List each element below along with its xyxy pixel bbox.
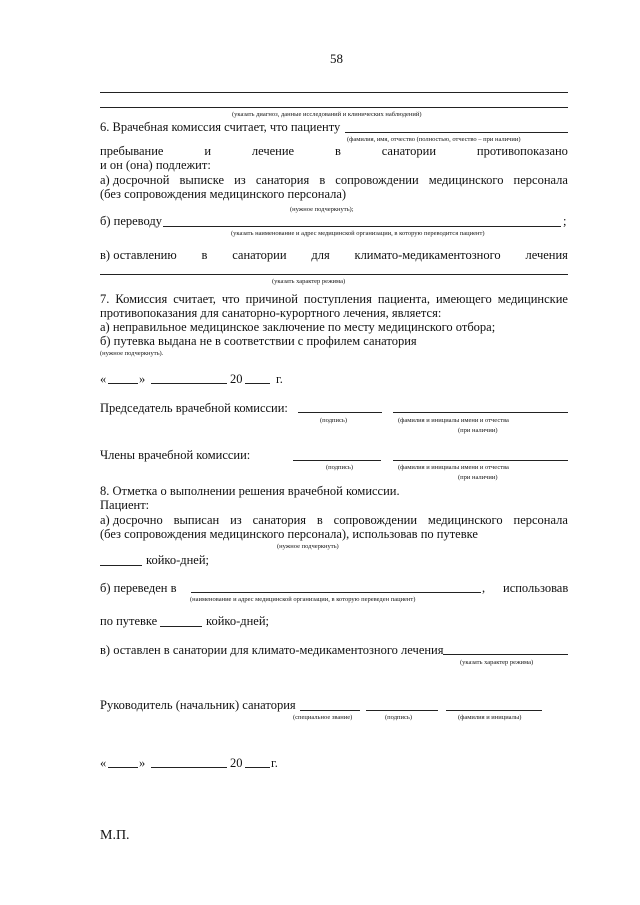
- date-open-quote: «: [100, 372, 107, 386]
- date2-year-prefix: 20: [230, 756, 243, 770]
- caption-regime: (указать характер режима): [272, 278, 346, 285]
- head-title-field[interactable]: [300, 710, 360, 711]
- word: сопровождении: [333, 513, 418, 527]
- word: причиной: [245, 292, 298, 306]
- s8-caption-regime: (указать характер режима): [460, 659, 534, 666]
- word: санатория: [252, 513, 307, 527]
- date2-suffix: г.: [271, 756, 278, 770]
- word: в: [201, 248, 208, 262]
- s8-beddays-2: койко-дней;: [206, 614, 269, 628]
- diagnosis-line-2[interactable]: [100, 107, 568, 108]
- s8-option-b-voucher: по путевке: [100, 614, 158, 628]
- word: а) досрочной: [100, 173, 170, 187]
- date-year-prefix: 20: [230, 372, 243, 386]
- caption-diagnosis: (указать диагноз, данные исследований и клинических наблюдений): [232, 111, 422, 118]
- word: а) досрочно: [100, 513, 163, 527]
- regime-field[interactable]: [100, 274, 568, 275]
- s8-option-b-right: использовав: [503, 581, 569, 595]
- s6-option-v-row: [100, 248, 568, 263]
- s7-caption: (нужное подчеркнуть).: [100, 350, 164, 357]
- s6-row2: и он (она) подлежит:: [100, 158, 211, 172]
- s6-row1: [100, 144, 568, 159]
- word: 7.: [100, 292, 110, 306]
- head-caption-name: (фамилия и инициалы): [458, 714, 522, 721]
- date-year-field[interactable]: [245, 383, 270, 384]
- word: в: [334, 144, 341, 158]
- chair-label: Председатель врачебной комиссии:: [100, 401, 288, 415]
- word: из: [230, 513, 242, 527]
- word: поступления: [303, 292, 372, 306]
- s8-transfer-org-field[interactable]: [191, 592, 481, 593]
- s8-option-a-cont: (без сопровождения медицинского персонала), использовав по путевке: [100, 527, 478, 541]
- s6-option-a-row: [100, 173, 568, 188]
- date-close-quote: »: [139, 372, 146, 386]
- word: из: [234, 173, 246, 187]
- date-suffix: г.: [276, 372, 283, 386]
- s6-option-b-label: б) переводу: [100, 214, 162, 228]
- word: лечение: [251, 144, 295, 158]
- word: и: [204, 144, 212, 158]
- members-label: Члены врачебной комиссии:: [100, 448, 251, 462]
- word: санатория: [255, 173, 310, 187]
- head-caption-sign: (подпись): [385, 714, 412, 721]
- members-signature-field[interactable]: [293, 460, 381, 461]
- s8-title: 8. Отметка о выполнении решения врачебной комиссии.: [100, 484, 400, 498]
- word: Комиссия: [115, 292, 168, 306]
- word: санатории: [232, 248, 287, 262]
- word: климато-медикаментозного: [354, 248, 501, 262]
- date2-month-field[interactable]: [151, 767, 227, 768]
- s7-line1: [100, 292, 568, 307]
- date-month-field[interactable]: [151, 383, 227, 384]
- s8-option-b-left: б) переведен в: [100, 581, 177, 595]
- caption-underline-1: (нужное подчеркнуть);: [290, 206, 354, 213]
- chair-caption-name: (фамилия и инициалы имени и отчества: [398, 417, 509, 424]
- s8-beddays-field-2[interactable]: [160, 626, 202, 627]
- word: медицинские: [497, 292, 568, 306]
- head-caption-title: (специальное звание): [293, 714, 353, 721]
- word: считает,: [173, 292, 216, 306]
- word: противопоказано: [476, 144, 568, 158]
- word: медицинского: [427, 513, 503, 527]
- stamp-place: М.П.: [100, 828, 130, 843]
- members-caption-sign: (подпись): [326, 464, 353, 471]
- s6-option-a-cont: (без сопровождения медицинского персонала): [100, 187, 347, 201]
- chair-signature-field[interactable]: [298, 412, 382, 413]
- word: что: [221, 292, 240, 306]
- s7-line4: б) путевка выдана не в соответствии с профилем санатория: [100, 334, 417, 348]
- diagnosis-line-1[interactable]: [100, 92, 568, 93]
- word: выписан: [173, 513, 220, 527]
- word: имеющего: [435, 292, 492, 306]
- members-name-field[interactable]: [393, 460, 568, 461]
- head-name-field[interactable]: [446, 710, 542, 711]
- s8-option-a-row: [100, 513, 568, 528]
- members-caption-name: (фамилия и инициалы имени и отчества: [398, 464, 509, 471]
- transfer-org-field[interactable]: [163, 226, 561, 227]
- word: санатории: [381, 144, 437, 158]
- word: для: [311, 248, 330, 262]
- s8-beddays-1: койко-дней;: [146, 553, 209, 567]
- s8-beddays-field-1[interactable]: [100, 565, 142, 566]
- s7-line2: противопоказания для санаторно-курортного лечения, является:: [100, 306, 442, 320]
- s8-option-v-label: в) оставлен в санатории для климато-медикаментозного лечения: [100, 643, 444, 657]
- word: выписке: [179, 173, 225, 187]
- word: сопровождении: [335, 173, 419, 187]
- chair-caption-name-2: (при наличии): [458, 427, 498, 434]
- date2-day-field[interactable]: [108, 767, 138, 768]
- head-signature-field[interactable]: [366, 710, 438, 711]
- date-day-field[interactable]: [108, 383, 138, 384]
- word: лечения: [525, 248, 568, 262]
- date2-open-quote: «: [100, 756, 107, 770]
- patient-name-field[interactable]: [345, 132, 568, 133]
- s8-patient: Пациент:: [100, 498, 150, 512]
- chair-name-field[interactable]: [393, 412, 568, 413]
- head-label: Руководитель (начальник) санатория: [100, 698, 296, 712]
- word: медицинского: [428, 173, 504, 187]
- s6-option-b-end: ;: [563, 214, 567, 228]
- s7-line3: а) неправильное медицинское заключение по месту медицинского отбора;: [100, 320, 496, 334]
- caption-fio: (фамилия, имя, отчество (полностью, отчество – при наличии): [347, 136, 521, 143]
- date2-year-field[interactable]: [245, 767, 270, 768]
- word: персонала: [513, 513, 568, 527]
- word: пребывание: [100, 144, 164, 158]
- word: пациента,: [377, 292, 430, 306]
- word: в) оставлению: [100, 248, 177, 262]
- word: в: [319, 173, 326, 187]
- members-caption-name-2: (при наличии): [458, 474, 498, 481]
- word: персонала: [513, 173, 568, 187]
- chair-caption-sign: (подпись): [320, 417, 347, 424]
- s8-caption-transfer: (наименование и адрес медицинской организации, в которую переведен пациент): [190, 596, 416, 603]
- s8-option-b-comma: ,: [482, 581, 486, 595]
- section6-title: 6. Врачебная комиссия считает, что пациенту: [100, 120, 341, 134]
- word: в: [316, 513, 323, 527]
- s8-caption-underline: (нужное подчеркнуть): [277, 543, 339, 550]
- caption-transfer: (указать наименование и адрес медицинской организации, в которую переводится пациент): [231, 230, 485, 237]
- date2-close-quote: »: [139, 756, 146, 770]
- s8-regime-field[interactable]: [443, 654, 568, 655]
- page-number: 58: [330, 51, 343, 66]
